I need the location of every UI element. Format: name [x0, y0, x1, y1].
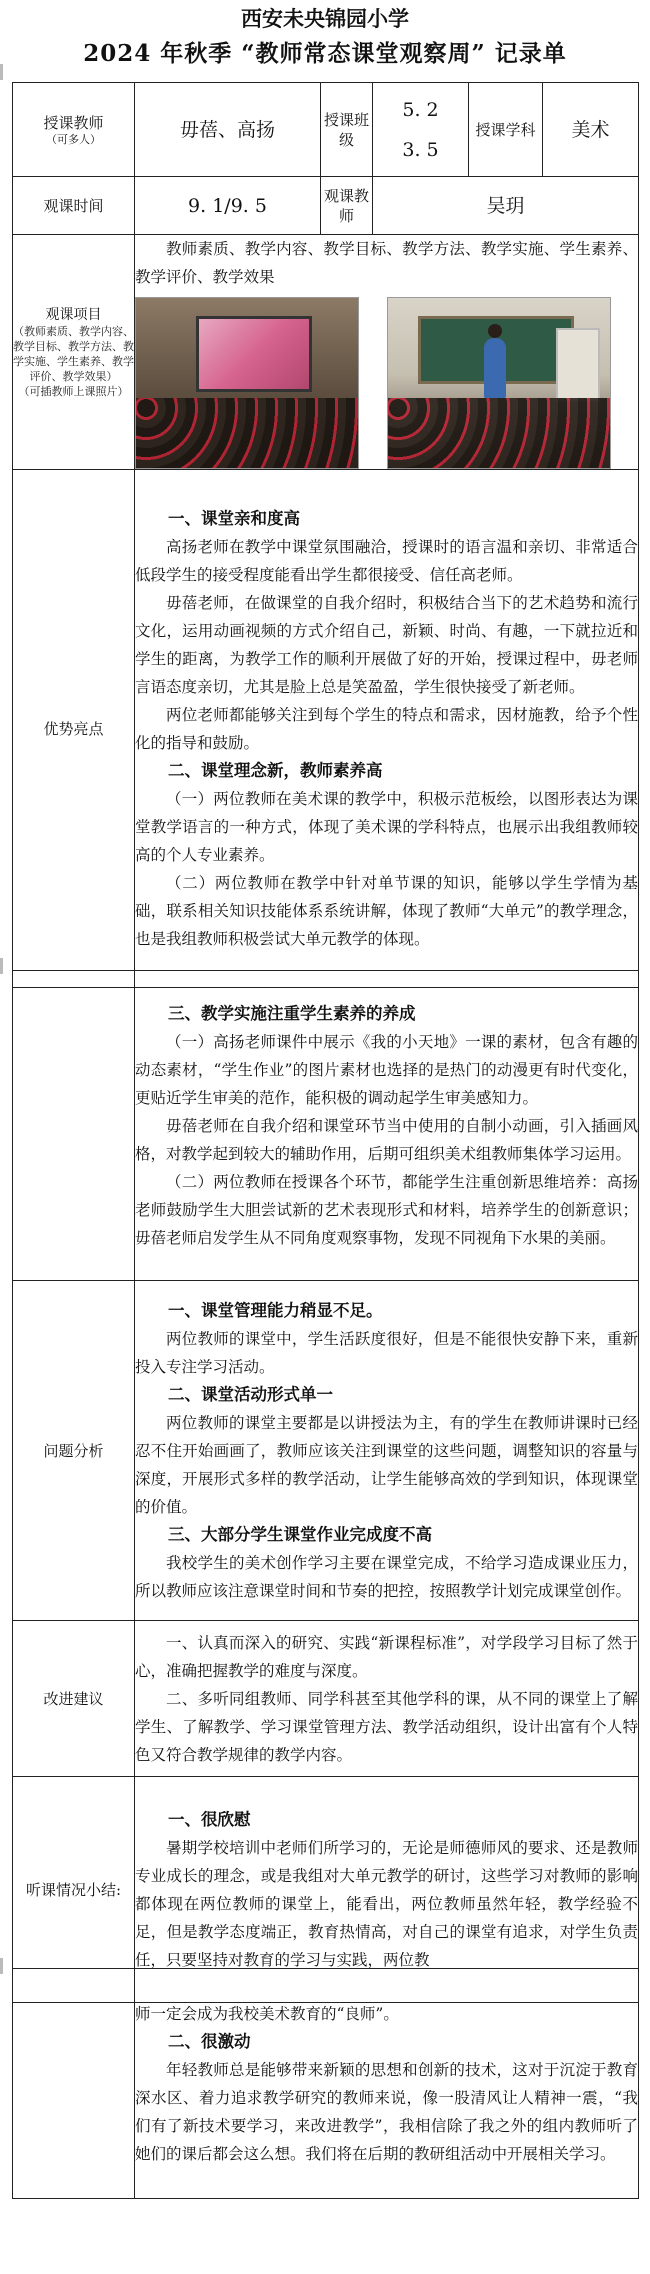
paragraph: （一）高扬老师课件中展示《我的小天地》一课的素材，包含有趣的动态素材，“学生作业”的图片素材也选择的是热门的动漫更有时代变化，更贴近学生审美的范作，能积极的调动起学生审美感知力。 [135, 1032, 638, 1107]
cabinet [556, 328, 600, 402]
problems-content [135, 1281, 639, 1621]
students [388, 398, 610, 468]
observation-items: 教师素质、教学内容、教学目标、教学方法、教学实施、学生素养、教学评价、教学效果 [135, 240, 638, 286]
strengths-content-1 [135, 470, 639, 988]
projector-screen [196, 316, 312, 392]
observation-sub-label: （教师素质、教学内容、教学目标、教学方法、教学实施、学生素养、教学评价、教学效果） [13, 324, 134, 383]
info-row-time [13, 177, 639, 235]
info-row-teacher [13, 83, 639, 177]
paragraph: 毋蓓老师在自我介绍和课堂环节当中使用的自制小动画，引入插画风格，对教学起到较大的辅助作用，后期可组织美术组教师集体学习运用。 [135, 1116, 638, 1163]
paragraph: 二、多听同组教师、同学科甚至其他学科的课，从不同的课堂上了解学生、了解教学、学习课堂管理方法、教学活动组织，设计出富有个人特色又符合教学规律的教学内容。 [135, 1689, 638, 1764]
reflection-label-continued [13, 1969, 135, 2199]
observer-label: 观课教师 [321, 177, 373, 235]
section-heading: 二、课堂理念新，教师素养高 [168, 760, 383, 780]
section-heading: 三、教学实施注重学生素养的养成 [168, 1003, 416, 1023]
reflection-content-2 [135, 1969, 639, 2199]
teacher-figure [484, 338, 506, 398]
strengths-row-1 [13, 470, 639, 988]
paragraph: 年轻教师总是能够带来新颖的思想和创新的技术，这对于沉淀于教育深水区、着力追求教学研究的教师来说，像一股清风让人精神一震，“我们有了新技术要学习，来改进教学”，我相信除了我之外的组内教师听了她们的课后都会这么想。我们将在后期的教研组活动中开展相关学习。 [135, 2060, 638, 2163]
paragraph: 高扬老师在教学中课堂氛围融洽，授课时的语言温和亲切、非常适合低段学生的接受程度能看出学生都很接受、信任高老师。 [135, 537, 638, 584]
paragraph: （二）两位教师在授课各个环节，都能学生注重创新思维培养：高扬老师鼓励学生大胆尝试新的艺术表现形式和材料，培养学生的创新意识；毋蓓老师启发学生从不同角度观察事物，发现不同视角下水果的美丽。 [135, 1172, 638, 1247]
school-name: 西安未央锦园小学 [241, 6, 409, 31]
teacher-value: 毋蓓、高扬 [135, 83, 321, 177]
margin-mark [0, 64, 3, 80]
reflection-label: 听课情况小结: [13, 1777, 135, 2003]
record-table-part1 [12, 82, 639, 988]
record-table-part2 [12, 970, 639, 2003]
class-photo-2 [387, 297, 611, 469]
paragraph: 两位老师都能够关注到每个学生的特点和需求，因材施教，给予个性化的指导和鼓励。 [135, 705, 638, 752]
paragraph: 暑期学校培训中老师们所学习的，无论是师德师风的要求、还是教师专业成长的理念，或是我组对大单元教学的研讨，这些学习对教师的影响都体现在两位教师的课堂上，能看出，两位教师虽然年轻，教学经验不足，但是教学态度端正，教育热情高，对自己的课堂有追求，对学生负责任，只要坚持对教育的学习与实践，两位教 [135, 1838, 638, 1969]
paragraph: 我校学生的美术创作学习主要在课堂完成，不给学习造成课业压力，所以教师应该注意课堂时间和节奏的把控，按照教学计划完成课堂创作。 [135, 1553, 638, 1600]
subject-value: 美术 [543, 83, 639, 177]
observation-content [135, 235, 639, 470]
strengths-label: 优势亮点 [13, 470, 135, 988]
paragraph: （二）两位教师在教学中针对单节课的知识，能够以学生学情为基础，联系相关知识技能体系系统讲解，体现了教师“大单元”的教学理念，也是我组教师积极尝试大单元教学的体现。 [135, 873, 638, 948]
class-value-1: 5. 2 [402, 98, 439, 121]
record-table-part3 [12, 1968, 639, 2199]
teacher-label-cell [13, 83, 135, 177]
class-value-2: 3. 5 [402, 138, 439, 161]
observation-label-cell [13, 235, 135, 470]
paragraph: （一）两位教师在美术课的教学中，积极示范板绘，以图形表达为课堂教学语言的一种方式，体现了美术课的学科特点，也展示出我组教师较高的个人专业素养。 [135, 789, 638, 864]
reflection-row-2 [13, 1969, 639, 2199]
class-photos [135, 297, 638, 469]
suggestions-label: 改进建议 [13, 1621, 135, 1777]
strengths-row-2 [13, 971, 639, 1281]
section-heading: 三、大部分学生课堂作业完成度不高 [168, 1524, 432, 1544]
paragraph: 两位教师的课堂中，学生活跃度很好，但是不能很快安静下来，重新投入专注学习活动。 [135, 1329, 638, 1376]
margin-mark [0, 958, 3, 974]
class-label: 授课班级 [321, 83, 373, 177]
suggestions-row [13, 1621, 639, 1777]
paragraph: 一、认真而深入的研究、实践“新课程标准”，对学段学习目标了然于心，准确把握教学的难度与深度。 [135, 1633, 638, 1680]
time-label: 观课时间 [13, 177, 135, 235]
section-heading: 一、课堂管理能力稍显不足。 [168, 1300, 383, 1320]
suggestions-content [135, 1621, 639, 1777]
section-heading: 一、很欣慰 [168, 1809, 251, 1829]
paragraph: 师一定会成为我校美术教育的“良师”。 [135, 2004, 399, 2023]
problems-row [13, 1281, 639, 1621]
class-value-cell [373, 83, 469, 177]
section-heading: 二、很激动 [168, 2031, 251, 2051]
time-value: 9. 1/9. 5 [135, 177, 321, 235]
observer-value: 吴玥 [373, 177, 639, 235]
students [136, 398, 358, 468]
teacher-label: 授课教师 [43, 113, 104, 132]
observation-label: 观课项目 [45, 306, 102, 323]
observation-row [13, 235, 639, 470]
paragraph: 两位教师的课堂主要都是以讲授法为主，有的学生在教师讲课时已经忍不住开始画画了，教师应该关注到课堂的这些问题，调整知识的容量与深度，开展形式多样的教学活动，让学生能够高效的学到知识，体现课堂的价值。 [135, 1413, 638, 1516]
section-heading: 二、课堂活动形式单一 [168, 1384, 333, 1404]
margin-mark [0, 1958, 3, 1974]
form-title: 2024 年秋季 “教师常态课堂观察周” 记录单 [83, 40, 567, 67]
section-heading: 一、课堂亲和度高 [168, 508, 300, 528]
class-photo-1 [135, 297, 359, 469]
subject-label: 授课学科 [469, 83, 543, 177]
problems-label: 问题分析 [13, 1281, 135, 1621]
teacher-sub-label: （可多人） [46, 132, 101, 146]
paragraph: 毋蓓老师，在做课堂的自我介绍时，积极结合当下的艺术趋势和流行文化，运用动画视频的方式介绍自己，新颖、时尚、有趣，一下就拉近和学生的距离，为教学工作的顺利开展做了好的开始，授课过程中，毋老师言语态度亲切，尤其是脸上总是笑盈盈，学生很快接受了新老师。 [135, 593, 638, 696]
observation-note: （可插教师上课照片） [18, 384, 129, 398]
strengths-content-2 [135, 971, 639, 1281]
strengths-label-continued [13, 971, 135, 1281]
